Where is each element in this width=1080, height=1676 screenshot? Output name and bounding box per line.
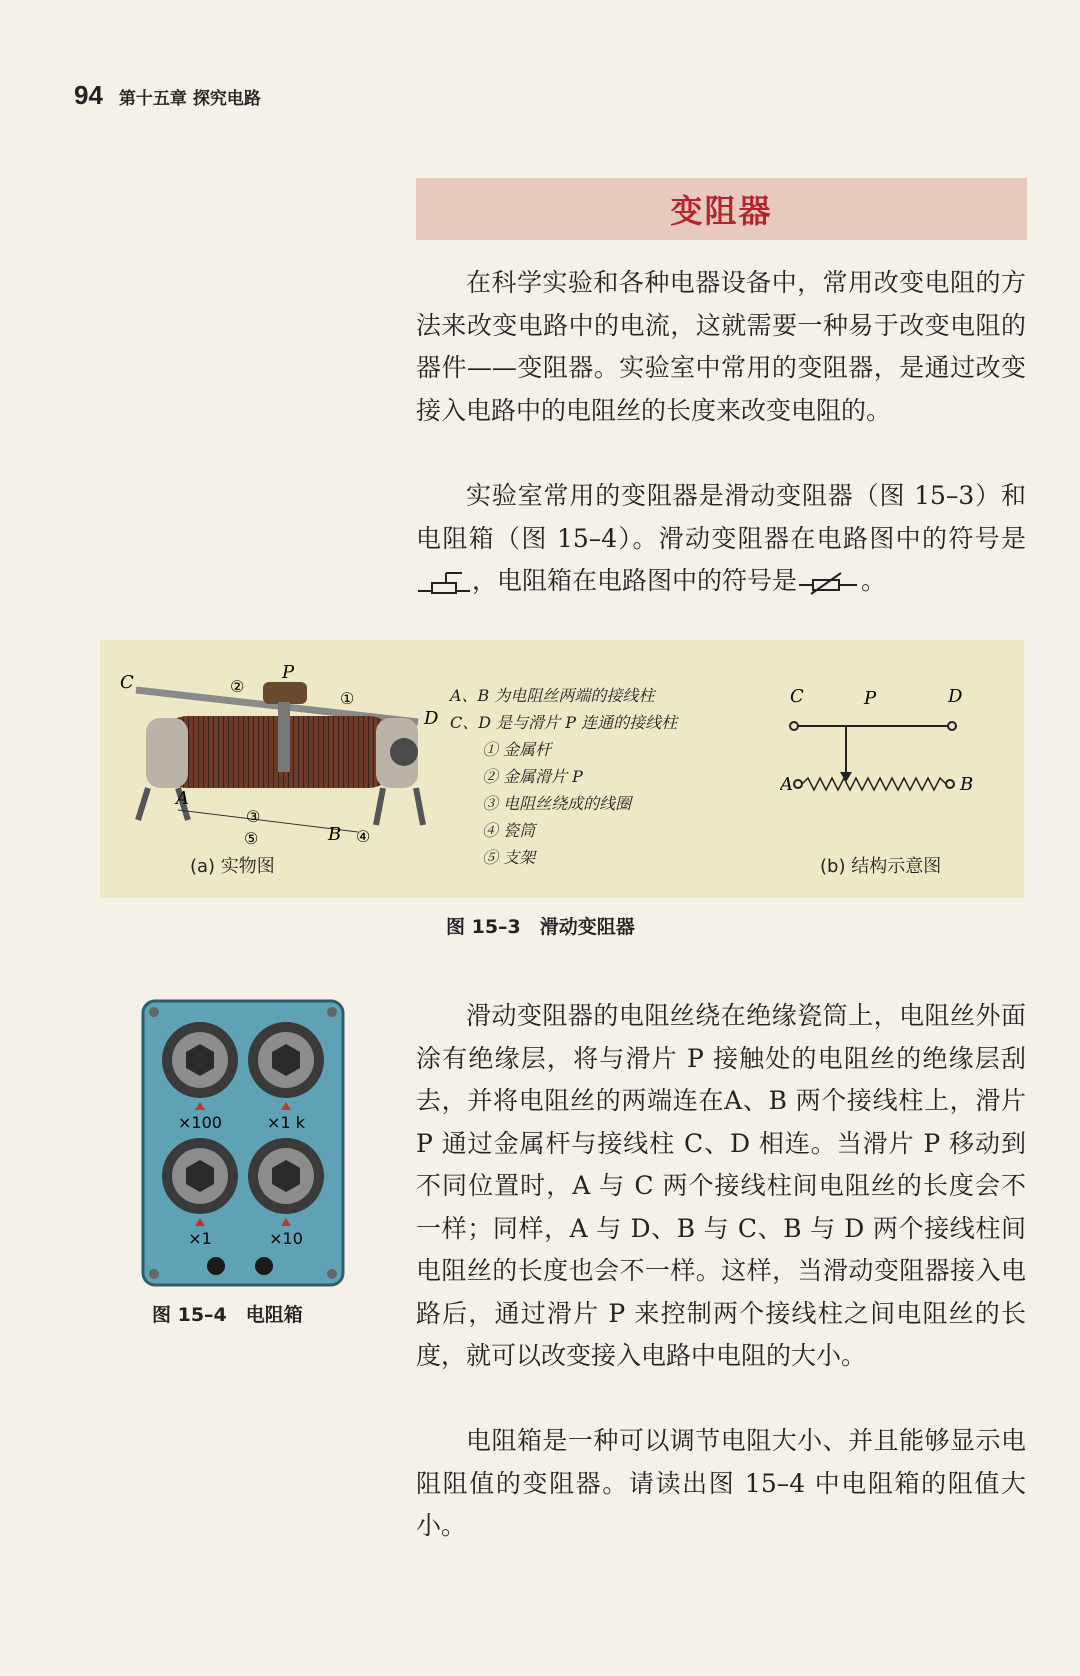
label-B: B bbox=[328, 824, 342, 845]
page-header bbox=[74, 80, 261, 111]
label-P: P bbox=[282, 662, 295, 683]
label-2: ② bbox=[230, 677, 245, 696]
paragraph-text: 滑动变阻器的电阻丝绕在绝缘瓷筒上，电阻丝外面涂有绝缘层，将与滑片 P 接触处的电阻丝的绝缘层刮去，并将电阻丝的两端连在A、B 两个接线柱上，滑片 P 通过金属杆与接线柱 C、D 相连。当滑片 P 移动到不同位置时，A 与 C 两个接线柱间电阻丝的长度会不一样；同样，A 与 D、B 与 C、B 与 D 两个接线柱间电阻丝的长度也会不一样。这样，当滑动变阻器接入电路后，通过滑片 P 来控制两个接线柱之间电阻丝的长度，就可以改变接入电路中电阻的大小。 bbox=[416, 1001, 1026, 1370]
text-c: 。 bbox=[861, 566, 887, 595]
schematic-A: A bbox=[780, 774, 793, 795]
legend-item: ④ 瓷筒 bbox=[482, 821, 536, 840]
paragraph-intro bbox=[416, 262, 1026, 432]
rheostat-symbol-icon bbox=[416, 570, 472, 596]
schematic-C: C bbox=[790, 686, 804, 707]
legend-item: A、B 为电阻丝两端的接线柱 bbox=[450, 686, 655, 705]
figure-15-3-caption: 图 15–3 滑动变阻器 bbox=[446, 916, 635, 938]
text-b: ，电阻箱在电路图中的符号是 bbox=[472, 566, 798, 595]
label-5: ⑤ bbox=[244, 829, 259, 848]
rheostat-schematic bbox=[780, 682, 1010, 832]
paragraph-rheostat bbox=[416, 995, 1026, 1378]
label-1: ① bbox=[340, 689, 355, 708]
schematic-D: D bbox=[948, 686, 963, 707]
paragraph-text: 电阻箱是一种可以调节电阻大小、并且能够显示电阻阻值的变阻器。请读出图 15–4 中电阻箱的阻值大小。 bbox=[416, 1426, 1026, 1540]
legend-item: ① 金属杆 bbox=[482, 740, 552, 759]
text-a: 实验室常用的变阻器是滑动变阻器（图 15–3）和电阻箱（图 15–4）。滑动变阻器在电路图中的符号是 bbox=[416, 481, 1026, 553]
paragraph-types bbox=[416, 475, 1026, 603]
label-3: ③ bbox=[246, 807, 261, 826]
dial-label-x100: ×100 bbox=[178, 1113, 222, 1132]
page-number: 94 bbox=[74, 80, 103, 110]
paragraph-text bbox=[416, 475, 1026, 603]
section-title: 变阻器 bbox=[670, 192, 773, 230]
figure-legend bbox=[450, 682, 677, 871]
dial-label-x1k: ×1 k bbox=[267, 1113, 305, 1132]
paragraph-resistance-box bbox=[416, 1420, 1026, 1548]
schematic-B: B bbox=[960, 774, 974, 795]
subcaption-a: (a) 实物图 bbox=[190, 856, 275, 877]
schematic-P: P bbox=[864, 688, 877, 709]
paragraph-text: 在科学实验和各种电器设备中，常用改变电阻的方法来改变电路中的电流，这就需要一种易于改变电阻的器件——变阻器。实验室中常用的变阻器，是通过改变接入电路中的电阻丝的长度来改变电阻的。 bbox=[416, 268, 1026, 425]
dial-label-x10: ×10 bbox=[269, 1229, 303, 1248]
figure-15-3 bbox=[100, 640, 1024, 898]
subcaption-b: (b) 结构示意图 bbox=[820, 856, 942, 877]
dial-label-x1: ×1 bbox=[188, 1229, 212, 1248]
legend-item: C、D 是与滑片 P 连通的接线柱 bbox=[450, 713, 678, 732]
label-4: ④ bbox=[356, 827, 371, 846]
rheostat-photo bbox=[118, 660, 448, 860]
figure-15-4-caption: 图 15–4 电阻箱 bbox=[152, 1304, 303, 1326]
section-title-bar bbox=[416, 178, 1027, 240]
label-D: D bbox=[424, 708, 439, 729]
label-A: A bbox=[176, 788, 189, 809]
legend-item: ② 金属滑片 P bbox=[482, 767, 583, 786]
resistance-box-image bbox=[140, 998, 346, 1288]
resistance-box-symbol-icon bbox=[797, 570, 861, 596]
legend-item: ③ 电阻丝绕成的线圈 bbox=[482, 794, 632, 813]
chapter-title: 第十五章 探究电路 bbox=[118, 89, 261, 109]
legend-item: ⑤ 支架 bbox=[482, 848, 536, 867]
label-C: C bbox=[120, 672, 134, 693]
